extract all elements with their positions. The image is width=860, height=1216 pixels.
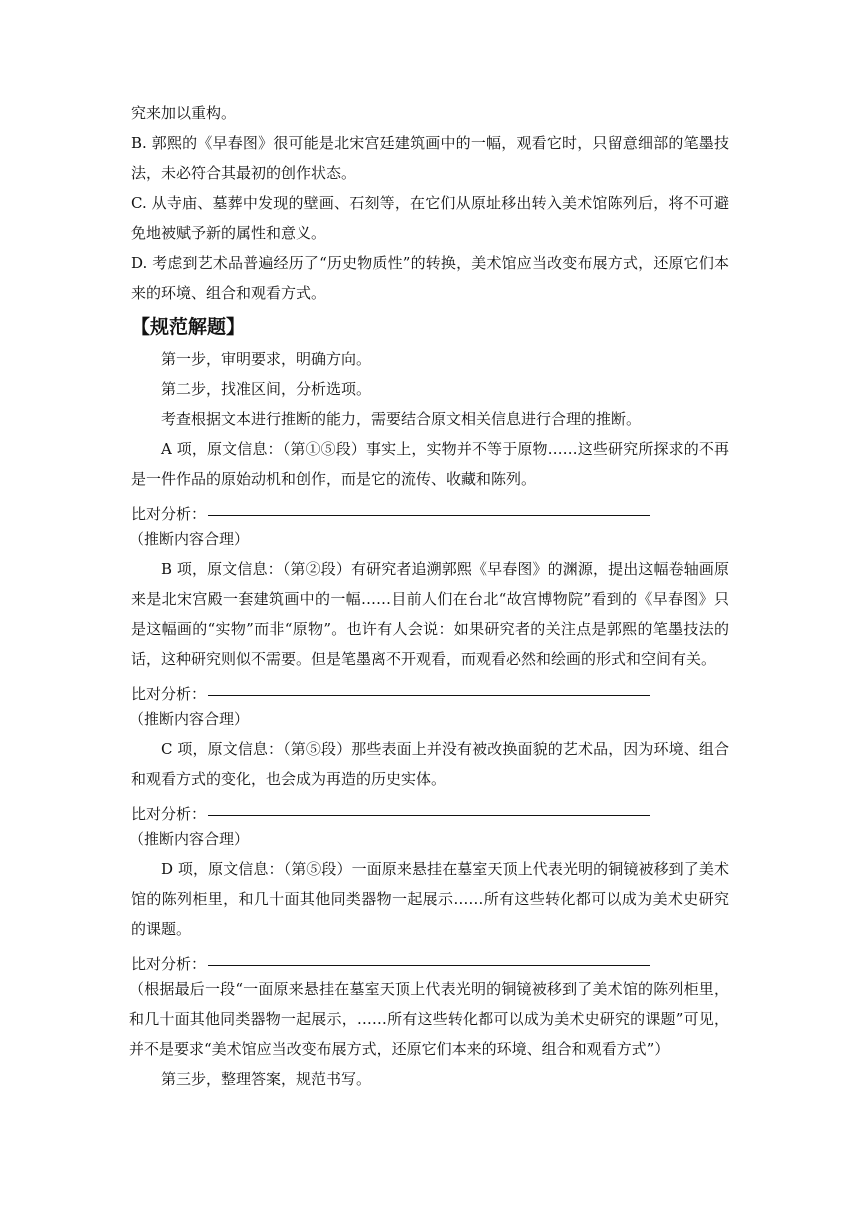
solution-block — [131, 310, 729, 1094]
compare-row-b — [131, 674, 729, 704]
item-d-text: D 项，原文信息：（第⑤段）一面原来悬挂在墓室天顶上代表光明的铜镜被移到了美术馆的陈列柜里，和几十面其他同类器物一起展示……所有这些转化都可以成为美术史研究的课题。 — [131, 860, 729, 938]
reasonable-note-c: （推断内容合理） — [129, 830, 250, 848]
reasonable-note-b: （推断内容合理） — [129, 710, 250, 728]
reasonable-note-a: （推断内容合理） — [129, 530, 250, 548]
compare-row-c — [131, 794, 729, 824]
section-heading: 【规范解题】 — [131, 316, 246, 338]
option-b: B. 郭熙的《早春图》很可能是北宋宫廷建筑画中的一幅，观看它时，只留意细部的笔墨技法，未必符合其最初的创作状态。 — [131, 134, 729, 182]
compare-row-d — [131, 944, 729, 974]
compare-label: 比对分析： — [131, 685, 207, 703]
step-2: 第二步，找准区间，分析选项。 — [161, 380, 372, 398]
step-1: 第一步，审明要求，明确方向。 — [161, 350, 372, 368]
compare-label: 比对分析： — [131, 955, 207, 973]
item-a-text: A 项，原文信息：（第①⑤段）事实上，实物并不等于原物……这些研究所探求的不再是一件作品的原始动机和创作，而是它的流传、收藏和陈列。 — [131, 440, 729, 488]
option-c: C. 从寺庙、墓葬中发现的壁画、石刻等，在它们从原址移出转入美术馆陈列后，将不可避免地被赋予新的属性和意义。 — [131, 194, 729, 242]
options-block — [131, 98, 729, 308]
compare-label: 比对分析： — [131, 505, 207, 523]
answer-blank-b[interactable] — [208, 695, 650, 696]
item-b-text: B 项，原文信息：（第②段）有研究者追溯郭熙《早春图》的渊源，提出这幅卷轴画原来是北宋宫殿一套建筑画中的一幅……目前人们在台北“故宫博物院”看到的《早春图》只是这幅画的“实物”而非“原物”。也许有人会说：如果研究者的关注点是郭熙的笔墨技法的话，这种研究则似不需要。但是笔墨离不开观看，而观看必然和绘画的形式和空间有关。 — [131, 560, 729, 668]
compare-label: 比对分析： — [131, 805, 207, 823]
answer-blank-c[interactable] — [208, 815, 650, 816]
answer-blank-d[interactable] — [208, 965, 650, 966]
explanation-note-d: （根据最后一段“一面原来悬挂在墓室天顶上代表光明的铜镜被移到了美术馆的陈列柜里，和几十面其他同类器物一起展示，……所有这些转化都可以成为美术史研究的课题”可见，并不是要求“美术馆应当改变布展方式，还原它们本来的环境、组合和观看方式”） — [129, 980, 729, 1058]
option-d: D. 考虑到艺术品普遍经历了“历史物质性”的转换，美术馆应当改变布展方式，还原它们本来的环境、组合和观看方式。 — [131, 254, 729, 302]
item-c-text: C 项，原文信息：（第⑤段）那些表面上并没有被改换面貌的艺术品，因为环境、组合和观看方式的变化，也会成为再造的历史实体。 — [131, 740, 729, 788]
step-3: 第三步，整理答案，规范书写。 — [161, 1070, 372, 1088]
option-a-tail: 究来加以重构。 — [131, 104, 237, 122]
answer-blank-a[interactable] — [208, 515, 650, 516]
intro-text: 考查根据文本进行推断的能力，需要结合原文相关信息进行合理的推断。 — [161, 410, 642, 428]
compare-row-a — [131, 494, 729, 524]
